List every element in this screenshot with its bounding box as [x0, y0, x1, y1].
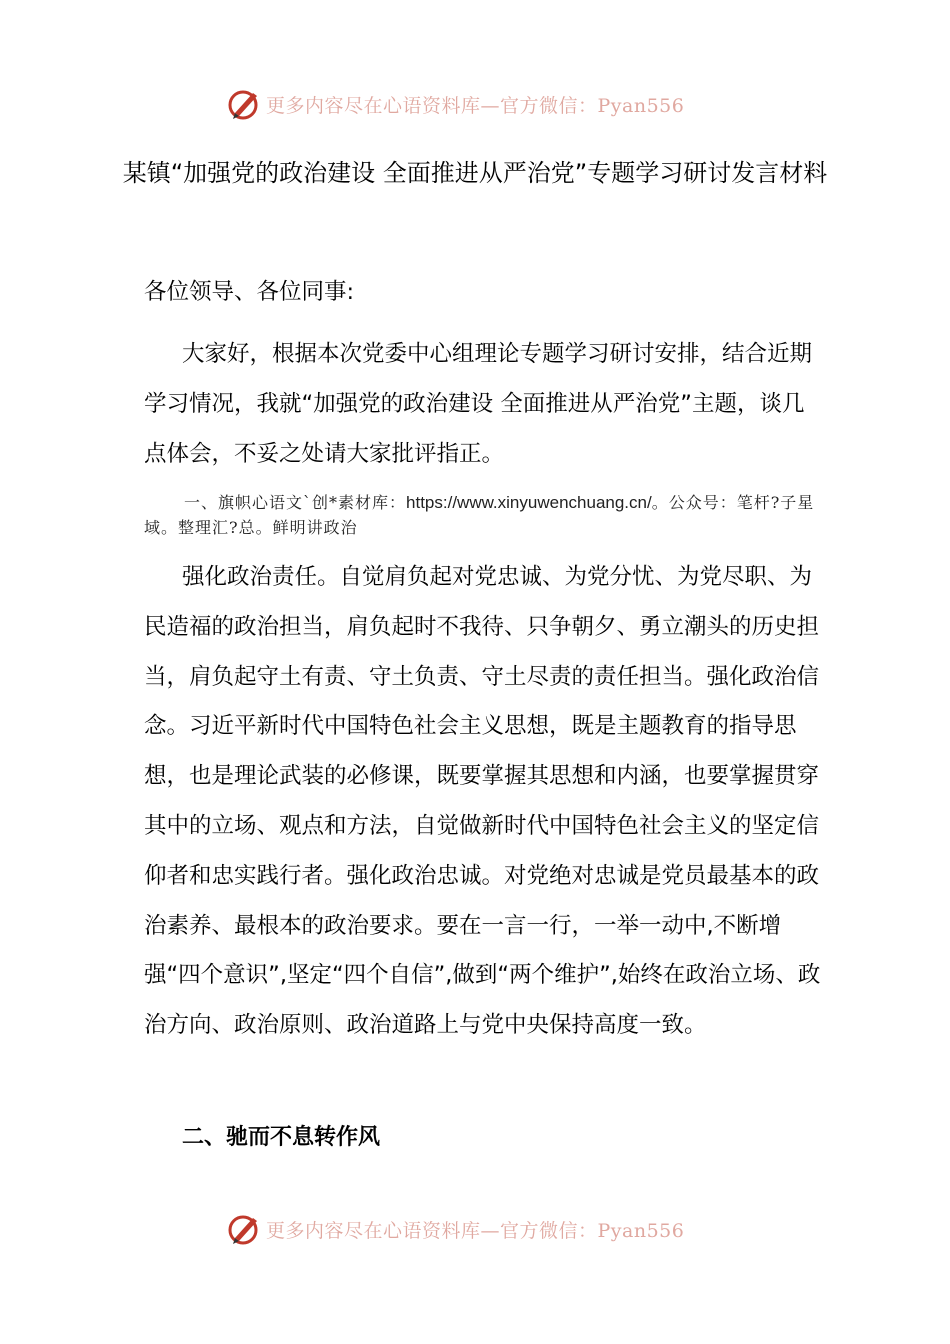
header-watermark-banner — [226, 84, 684, 124]
section-2-heading: 二、驰而不息转作风 — [182, 1125, 381, 1150]
watermark-text: 更多内容尽在心语资料库—官方微信：Pyan556 — [266, 94, 685, 117]
section-1-heading — [144, 490, 824, 540]
greeting: 各位领导、各位同事: — [144, 279, 355, 305]
footer-watermark-banner — [226, 1209, 684, 1249]
section-1-heading-prefix: 一、旗帜心语文`创*素材库： — [184, 493, 407, 512]
intro-paragraph: 大家好，根据本次党委中心组理论专题学习研讨安排，结合近期学习情况，我就“加强党的政治建设 全面推进从严治党”主题，谈几点体会，不妥之处请大家批评指正。 — [144, 341, 813, 467]
section-1-heading-suffix: 。公众号：笔杆?子星域。整理汇?总。鲜明讲政治 — [144, 493, 815, 537]
pen-nib-logo-icon — [226, 86, 262, 122]
section-1-heading-url: https://www.xinyuwenchuang.cn/ — [406, 493, 652, 512]
pen-nib-logo-icon — [226, 1211, 262, 1247]
document-title: 某镇“加强党的政治建设 全面推进从严治党”专题学习研讨发言材料 — [122, 159, 828, 187]
section-1-body: 强化政治责任。自觉肩负起对党忠诚、为党分忧、为党尽职、为民造福的政治担当，肩负起时不我待、只争朝夕、勇立潮头的历史担当，肩负起守土有责、守土负责、守土尽责的责任担当。强化政治信念。习近平新时代中国特色社会主义思想，既是主题教育的指导思想，也是理论武装的必修课，既要掌握其思想和内涵，也要掌握贯穿其中的立场、观点和方法，自觉做新时代中国特色社会主义的坚定信仰者和忠实践行者。强化政治忠诚。对党绝对忠诚是党员最基本的政治素养、最根本的政治要求。要在一言一行，一举一动中,不断增强“四个意识”,坚定“四个自信”,做到“两个维护”,始终在政治立场、政治方向、政治原则、政治道路上与党中央保持高度一致。 — [144, 564, 821, 1039]
watermark-text: 更多内容尽在心语资料库—官方微信：Pyan556 — [266, 1219, 685, 1242]
